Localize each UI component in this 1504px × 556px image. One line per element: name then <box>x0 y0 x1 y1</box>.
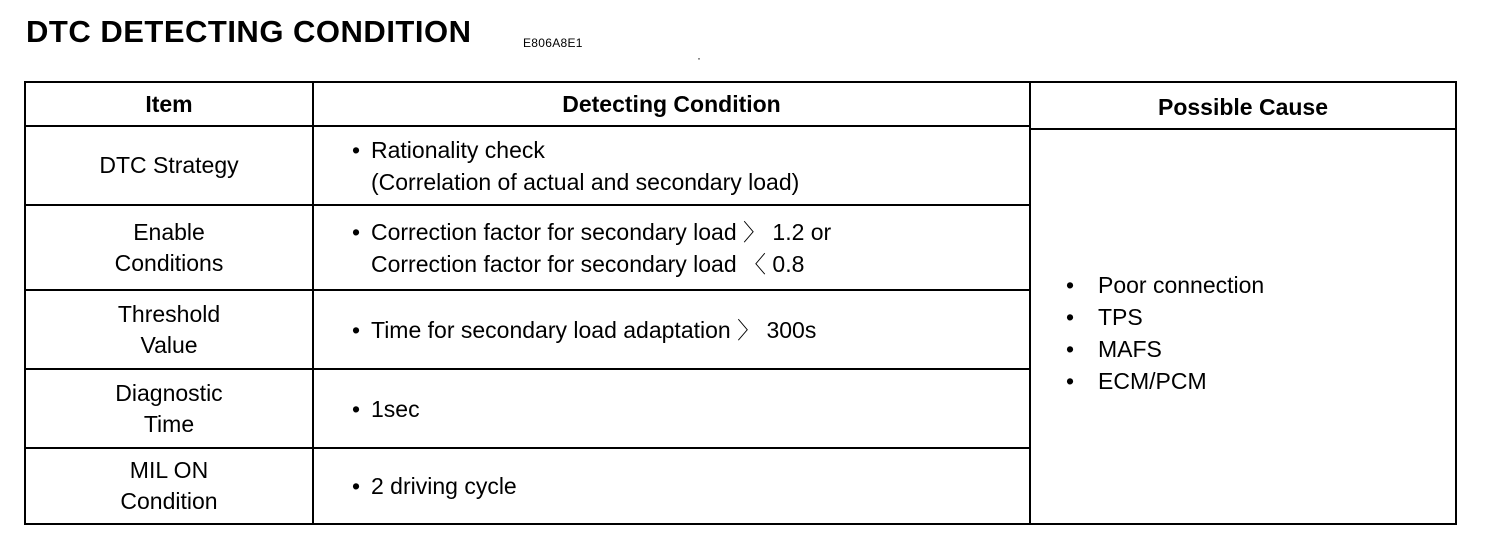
bullet-item <box>314 216 831 280</box>
bullet-item <box>314 314 816 346</box>
header-possible-cause: Possible Cause <box>1157 93 1329 120</box>
bullet-item <box>314 393 420 425</box>
condition-line: Rationality check <box>371 136 545 163</box>
cause-label: ECM/PCM <box>1098 368 1207 394</box>
column-divider <box>1029 83 1031 523</box>
bullet-icon: • <box>352 473 361 499</box>
header-item: Item <box>145 90 193 117</box>
stray-mark: · <box>697 51 701 65</box>
cause-label: TPS <box>1098 304 1143 330</box>
header-detecting-condition: Detecting Condition <box>562 90 781 117</box>
bullet-item <box>314 134 799 198</box>
item-mil-on-condition: MIL ON Condition <box>120 457 218 514</box>
bullet-icon: • <box>352 316 361 343</box>
condition-mil-on-condition <box>314 449 1029 523</box>
condition-line: Time for secondary load adaptation 〉 300s <box>371 316 817 343</box>
condition-line: 2 driving cycle <box>371 473 517 499</box>
bullet-icon: • <box>1066 368 1075 394</box>
cause-label: Poor connection <box>1098 272 1265 298</box>
bullet-icon: • <box>352 218 361 245</box>
condition-threshold-value <box>314 291 1029 368</box>
cause-label: MAFS <box>1098 336 1162 362</box>
bullet-icon: • <box>1066 272 1075 298</box>
bullet-icon: • <box>1066 304 1075 330</box>
condition-enable-conditions <box>314 206 1029 289</box>
item-diagnostic-time: Diagnostic Time <box>115 379 223 437</box>
condition-line: 1sec <box>371 395 420 422</box>
item-threshold-value: Threshold Value <box>117 300 221 358</box>
dtc-condition-table <box>24 81 1457 525</box>
cause-item <box>1066 365 1264 397</box>
bullet-icon: • <box>352 395 361 422</box>
item-dtc-strategy: DTC Strategy <box>99 152 239 178</box>
condition-line: Correction factor for secondary load 〉 1.2 or <box>371 218 832 245</box>
possible-cause-list <box>1066 269 1264 397</box>
cause-item <box>1066 269 1264 301</box>
bullet-icon: • <box>1066 336 1075 362</box>
bullet-icon: • <box>352 136 361 163</box>
page-title: DTC DETECTING CONDITION <box>26 14 472 49</box>
condition-dtc-strategy <box>314 127 1029 204</box>
cause-item <box>1066 301 1264 333</box>
cause-item <box>1066 333 1264 365</box>
bullet-item <box>314 470 517 502</box>
condition-line: (Correlation of actual and secondary load) <box>371 168 800 195</box>
document-code: E806A8E1 <box>523 36 583 50</box>
condition-line: Correction factor for secondary load 〈 0.8 <box>371 250 805 277</box>
condition-diagnostic-time <box>314 370 1029 447</box>
item-enable-conditions: Enable Conditions <box>114 218 224 276</box>
